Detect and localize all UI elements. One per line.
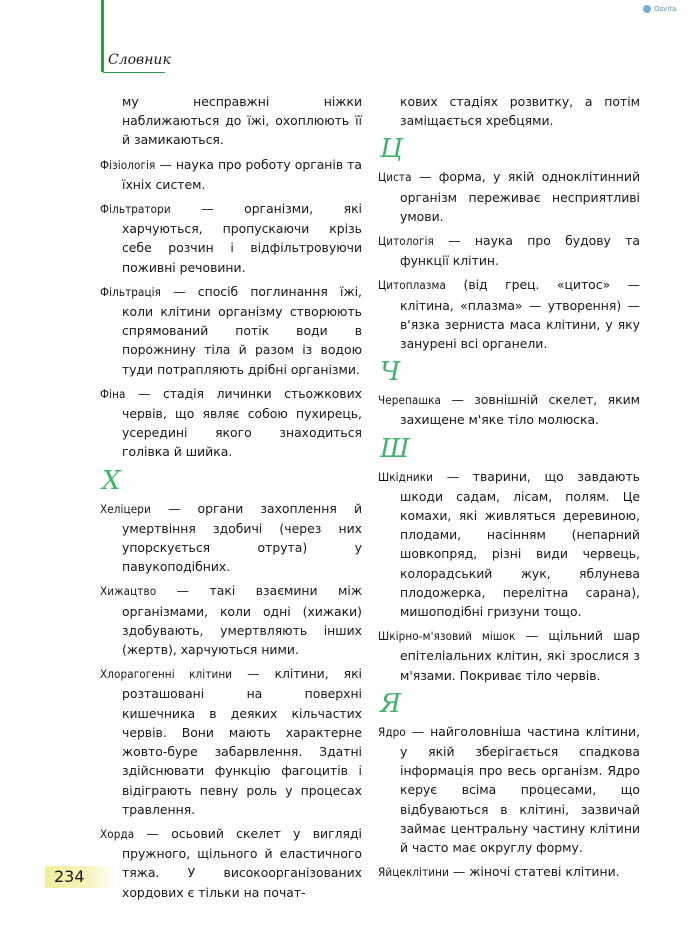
glossary-entry [378,467,640,622]
glossary-definition: — такі взаємини між організмами, коли одні (хижаки) здобувають, умертвляють інших (жертв), харчуються ними. [122,583,362,658]
glossary-term: Фізіологія [100,157,156,172]
glossary-definition: му несправжні ніжки наближаються до їжі, охоплюють її й замикаються. [122,94,362,148]
glossary-term: Фіна [100,386,126,401]
publisher-logo [643,3,697,15]
glossary-term: Ядро [378,724,406,739]
glossary-term: Черепашка [378,393,441,408]
glossary-entry [100,664,362,819]
glossary-term: Циста [378,170,412,185]
glossary-definition: — спосіб поглинання їжі, коли клітини організму створюють спрямований потік води в порожнину тіла й разом із водою туди потрапляють дрібні організми. [122,283,362,377]
alphabet-letter-heading: Ч [380,357,401,388]
glossary-definition: — зовнішній скелет, яким захищене м'яке тіло молюска. [400,392,640,428]
section-accent-bar [101,0,104,72]
glossary-entry [378,626,640,685]
logo-circle-icon [643,5,651,13]
alphabet-letter-heading: Ш [380,433,410,464]
glossary-definition: кових стадіях розвитку, а потім заміщається хребцями. [400,94,640,129]
glossary-entry [378,862,640,882]
glossary-definition: — тварини, що завдають шкоди садам, лісам, полям. Це комахи, які живляться деревиною, плодами, насінням (непарний шовкопряд, різні види червець, колорадський жук, яблунева плодожерка, перелітна сарана), мишоподібні гризуни тощо. [400,468,640,620]
glossary-definition: — наука про будову та функції клітин. [400,233,640,269]
glossary-definition: — органи захоплення й умертвіння здобичі (через них упорскується отрута) у павукоподібних. [122,500,362,575]
glossary-term: Шкірно-м'язовий мішок [378,629,516,644]
glossary-term: Хижацтво [100,584,157,599]
glossary-definition: — клітини, які розташовані на поверхні кишечника в деяких кільчастих червів. Вони мають характерне жовто-буре забарвлення. Здатні здійснювати функцію фагоцитів і відіграють певну роль у процесах травлення. [122,666,362,817]
alphabet-letter-heading: Х [102,465,121,496]
glossary-term: Шкідники [378,469,434,484]
glossary-entry [378,390,640,429]
glossary-definition: — щільний шар епітеліальних клітин, які зрослися з м'язами. Покриває тіло червів. [400,628,641,683]
glossary-definition: — організми, які харчуються, пропускаючи крізь себе розчин і відфільтровуючи поживні речовини. [122,201,362,275]
section-title: Словник [108,52,171,68]
glossary-definition: — жіночі статеві клітини. [448,864,620,880]
left-column [100,92,362,907]
right-column [378,92,640,888]
glossary-entry [100,824,362,902]
glossary-term: Хорда [100,826,135,841]
glossary-definition: — наука про роботу органів та їхніх систем. [122,156,362,192]
glossary-definition: — найголовніша частина клітини, у якій зберігається спадкова інформація про весь організм. Ядро керує всіма процесами, що відбуваються в клітині, зазвичай займає центральну частину клітини й часто має округлу форму. [400,723,640,856]
glossary-term: Цитоплазма [378,278,447,293]
glossary-term: Фільтратори [100,202,171,217]
glossary-entry [100,155,362,194]
glossary-entry [100,282,362,379]
glossary-entry [100,384,362,462]
glossary-entry [378,231,640,270]
glossary-term: Фільтрація [100,284,162,299]
glossary-entry [100,581,362,659]
section-underline [103,72,165,73]
glossary-term: Хлорагогенні клітини [100,667,233,682]
alphabet-letter-heading: Ц [380,134,403,165]
glossary-definition: — осьовий скелет у вигляді пружного, щільного й еластичного тяжа. У високоорганізованих хордових є тільки на почат- [122,825,362,900]
glossary-term: Хеліцери [100,501,151,516]
glossary-entry [378,275,640,353]
glossary-term: Цитологія [378,234,434,249]
glossary-entry [100,499,362,577]
glossary-entry [100,92,362,150]
glossary-entry [378,92,640,130]
glossary-definition: — форма, у якій одноклітинний організм переживає несприятливі умови. [400,169,640,224]
glossary-term: Яйцеклітини [378,865,449,880]
glossary-definition: (від грец. «цитос» — клітина, «плазма» — утворення) — в'язка зерниста маса клітини, у яку занурені всі органели. [400,277,640,352]
glossary-entry [378,722,640,857]
alphabet-letter-heading: Я [380,688,401,719]
glossary-entry [378,167,640,226]
glossary-definition: — стадія личинки стьожкових червів, що являє собою пухирець, усередині якого знаходиться голівка й шийка. [122,385,362,460]
logo-text: Osvita [654,5,677,13]
glossary-entry [100,199,362,277]
page-number: 234 [45,866,117,888]
